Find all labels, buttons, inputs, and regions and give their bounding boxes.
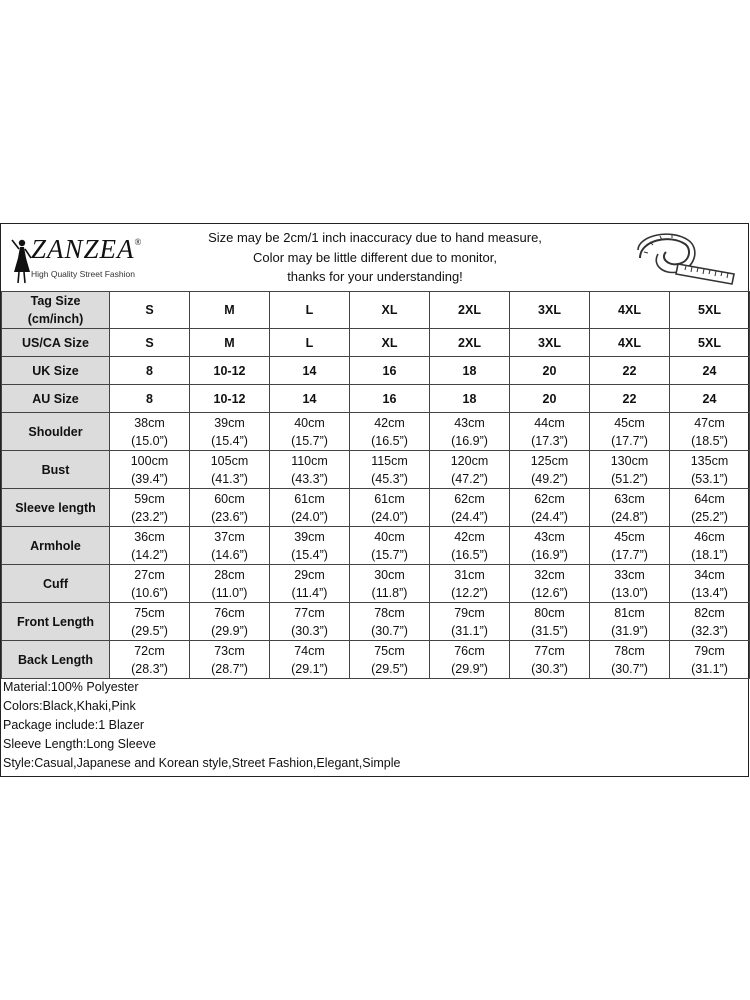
measure-cell (270, 565, 350, 603)
material-info: Material:100% Polyester (3, 680, 139, 694)
cm-value: 59cm (134, 491, 165, 506)
cm-value: 61cm (374, 491, 405, 506)
inch-value: (39.4”) (131, 471, 168, 486)
cm-value: 115cm (371, 453, 408, 468)
measure-cell (670, 489, 750, 527)
inch-value: (49.2”) (531, 471, 568, 486)
table-row (2, 329, 750, 357)
cm-value: 30cm (374, 567, 405, 582)
cm-value: 38cm (134, 415, 165, 430)
measure-cell (350, 413, 430, 451)
measure-cell (270, 603, 350, 641)
size-cell: S (110, 292, 190, 329)
inch-value: (30.7”) (611, 661, 648, 676)
inch-value: (29.9”) (211, 623, 248, 638)
inch-value: (12.6”) (531, 585, 568, 600)
measure-cell (670, 565, 750, 603)
inch-value: (41.3”) (211, 471, 248, 486)
measure-cell (430, 413, 510, 451)
inch-value: (28.7”) (211, 661, 248, 676)
size-cell: 20 (510, 357, 590, 385)
measure-cell (190, 565, 270, 603)
cm-value: 62cm (534, 491, 565, 506)
inch-value: (45.3”) (371, 471, 408, 486)
cm-value: 60cm (214, 491, 245, 506)
table-row (2, 489, 750, 527)
measure-cell (670, 413, 750, 451)
inch-value: (15.0”) (131, 433, 168, 448)
inch-value: (11.4”) (291, 585, 328, 600)
inch-value: (13.4”) (691, 585, 728, 600)
row-header (2, 292, 110, 329)
inch-value: (17.7”) (611, 433, 648, 448)
cm-value: 105cm (210, 453, 249, 468)
size-cell: L (270, 329, 350, 357)
inch-value: (43.3”) (291, 471, 328, 486)
cm-value: 125cm (530, 453, 569, 468)
brand-tagline: High Quality Street Fashion (31, 269, 135, 279)
measure-cell (430, 527, 510, 565)
cm-value: 80cm (534, 605, 565, 620)
inch-value: (31.9”) (611, 623, 648, 638)
inch-value: (53.1”) (691, 471, 728, 486)
cm-value: 40cm (374, 529, 405, 544)
inch-value: (24.0”) (371, 509, 408, 524)
inch-value: (31.1”) (451, 623, 488, 638)
cm-value: 73cm (214, 643, 245, 658)
inch-value: (16.5”) (451, 547, 488, 562)
product-info (1, 678, 748, 773)
cm-value: 82cm (694, 605, 725, 620)
inch-value: (30.7”) (371, 623, 408, 638)
table-row (2, 565, 750, 603)
measure-cell (270, 413, 350, 451)
measure-cell (110, 413, 190, 451)
inch-value: (16.9”) (531, 547, 568, 562)
size-cell: 18 (430, 357, 510, 385)
size-cell: 10-12 (190, 357, 270, 385)
cm-value: 120cm (450, 453, 489, 468)
cm-value: 78cm (614, 643, 645, 658)
cm-value: 79cm (454, 605, 485, 620)
measure-cell (590, 451, 670, 489)
chart-header (1, 224, 748, 292)
size-cell: 18 (430, 385, 510, 413)
row-header: Armhole (2, 527, 110, 565)
measure-cell (350, 565, 430, 603)
measure-cell (430, 489, 510, 527)
cm-value: 42cm (374, 415, 405, 430)
size-cell: 16 (350, 385, 430, 413)
row-header: Sleeve length (2, 489, 110, 527)
cm-value: 78cm (374, 605, 405, 620)
inch-value: (28.3”) (131, 661, 168, 676)
cm-value: 27cm (134, 567, 165, 582)
inch-value: (18.1”) (691, 547, 728, 562)
inch-value: (18.5”) (691, 433, 728, 448)
inch-value: (23.2”) (131, 509, 168, 524)
measure-cell (590, 413, 670, 451)
cm-value: 32cm (534, 567, 565, 582)
inch-value: (29.9”) (451, 661, 488, 676)
table-row (2, 357, 750, 385)
cm-value: 42cm (454, 529, 485, 544)
size-cell: 24 (670, 357, 750, 385)
measure-cell (190, 527, 270, 565)
cm-value: 45cm (614, 529, 645, 544)
inch-value: (23.6”) (211, 509, 248, 524)
size-cell: M (190, 292, 270, 329)
cm-value: 47cm (694, 415, 725, 430)
cm-value: 64cm (694, 491, 725, 506)
inch-value: (47.2”) (451, 471, 488, 486)
inch-value: (15.7”) (291, 433, 328, 448)
cm-value: 63cm (614, 491, 645, 506)
brand-name: ZANZEA® (31, 234, 143, 264)
package-info: Package include:1 Blazer (3, 718, 145, 732)
measure-cell (590, 603, 670, 641)
measure-notice (161, 228, 589, 287)
size-cell: L (270, 292, 350, 329)
cm-value: 29cm (294, 567, 325, 582)
cm-value: 34cm (694, 567, 725, 582)
size-cell: XL (350, 292, 430, 329)
measure-cell (510, 451, 590, 489)
cm-value: 79cm (694, 643, 725, 658)
measure-cell (110, 489, 190, 527)
cm-value: 36cm (134, 529, 165, 544)
inch-value: (30.3”) (531, 661, 568, 676)
cm-value: 43cm (534, 529, 565, 544)
measure-cell (510, 527, 590, 565)
inch-value: (29.5”) (371, 661, 408, 676)
inch-value: (24.4”) (531, 509, 568, 524)
measure-cell (270, 489, 350, 527)
cm-value: 62cm (454, 491, 485, 506)
size-cell: 2XL (430, 292, 510, 329)
cm-value: 43cm (454, 415, 485, 430)
measure-cell (190, 489, 270, 527)
inch-value: (51.2”) (611, 471, 648, 486)
size-cell: 2XL (430, 329, 510, 357)
measure-cell (350, 451, 430, 489)
measuring-tape-icon (630, 228, 740, 286)
measure-cell (590, 527, 670, 565)
table-row (2, 385, 750, 413)
notice-line: Color may be little different due to monitor, (253, 249, 497, 265)
size-cell: 5XL (670, 329, 750, 357)
measure-cell (190, 451, 270, 489)
cm-value: 37cm (214, 529, 245, 544)
cm-value: 44cm (534, 415, 565, 430)
inch-value: (16.5”) (371, 433, 408, 448)
cm-value: 135cm (690, 453, 729, 468)
cm-value: 40cm (294, 415, 325, 430)
inch-value: (17.7”) (611, 547, 648, 562)
inch-value: (29.5”) (131, 623, 168, 638)
measure-cell (350, 527, 430, 565)
colors-info: Colors:Black,Khaki,Pink (3, 699, 136, 713)
row-header: Front Length (2, 603, 110, 641)
cm-value: 46cm (694, 529, 725, 544)
cm-value: 39cm (294, 529, 325, 544)
inch-value: (25.2”) (691, 509, 728, 524)
measure-cell (590, 565, 670, 603)
inch-value: (15.4”) (211, 433, 248, 448)
measure-cell (670, 603, 750, 641)
cm-value: 76cm (454, 643, 485, 658)
measure-cell (270, 527, 350, 565)
measure-cell (190, 413, 270, 451)
inch-value: (17.3”) (531, 433, 568, 448)
inch-value: (16.9”) (451, 433, 488, 448)
measure-cell (430, 603, 510, 641)
cm-value: 74cm (294, 643, 325, 658)
inch-value: (14.2”) (131, 547, 168, 562)
inch-value: (32.3”) (691, 623, 728, 638)
cm-value: 61cm (294, 491, 325, 506)
measure-cell (510, 489, 590, 527)
measure-cell (590, 489, 670, 527)
size-cell: 14 (270, 385, 350, 413)
cm-value: 39cm (214, 415, 245, 430)
inch-value: (15.4”) (291, 547, 328, 562)
fashion-figure-icon (9, 238, 33, 284)
size-table (1, 291, 750, 679)
measure-cell (510, 413, 590, 451)
sleeve-info: Sleeve Length:Long Sleeve (3, 737, 156, 751)
inch-value: (10.6”) (131, 585, 168, 600)
size-cell: 4XL (590, 329, 670, 357)
size-cell: 8 (110, 385, 190, 413)
inch-value: (29.1”) (291, 661, 328, 676)
inch-value: (13.0”) (611, 585, 648, 600)
table-row (2, 413, 750, 451)
cm-value: 77cm (534, 643, 565, 658)
measure-cell (110, 451, 190, 489)
row-header: US/CA Size (2, 329, 110, 357)
row-header: UK Size (2, 357, 110, 385)
style-info: Style:Casual,Japanese and Korean style,Street Fashion,Elegant,Simple (3, 756, 401, 770)
measure-cell (270, 641, 350, 679)
size-cell: 22 (590, 385, 670, 413)
size-cell: XL (350, 329, 430, 357)
measure-cell (270, 451, 350, 489)
size-cell: 16 (350, 357, 430, 385)
inch-value: (15.7”) (371, 547, 408, 562)
row-header: AU Size (2, 385, 110, 413)
measure-cell (510, 565, 590, 603)
table-row (2, 603, 750, 641)
measure-cell (110, 565, 190, 603)
measure-cell (350, 489, 430, 527)
cm-value: 75cm (374, 643, 405, 658)
measure-cell (110, 641, 190, 679)
measure-cell (350, 641, 430, 679)
size-cell: 5XL (670, 292, 750, 329)
inch-value: (24.0”) (291, 509, 328, 524)
row-header: Back Length (2, 641, 110, 679)
inch-value: (30.3”) (291, 623, 328, 638)
size-cell: 8 (110, 357, 190, 385)
measure-cell (110, 527, 190, 565)
row-header: Cuff (2, 565, 110, 603)
cm-value: 33cm (614, 567, 645, 582)
cm-value: 28cm (214, 567, 245, 582)
cm-value: 31cm (454, 567, 485, 582)
cm-value: 130cm (610, 453, 649, 468)
cm-value: 77cm (294, 605, 325, 620)
inch-value: (11.8”) (371, 585, 408, 600)
size-cell: 22 (590, 357, 670, 385)
cm-value: 45cm (614, 415, 645, 430)
size-cell: 20 (510, 385, 590, 413)
size-cell: M (190, 329, 270, 357)
measure-cell (590, 641, 670, 679)
size-cell: 3XL (510, 292, 590, 329)
table-row (2, 292, 750, 329)
row-header-line: Tag Size (30, 294, 81, 308)
size-cell: S (110, 329, 190, 357)
brand-logo (5, 232, 165, 284)
inch-value: (31.1”) (691, 661, 728, 676)
measure-cell (670, 527, 750, 565)
cm-value: 72cm (134, 643, 165, 658)
row-header-line: (cm/inch) (27, 312, 84, 326)
measure-cell (510, 603, 590, 641)
cm-value: 81cm (614, 605, 645, 620)
measure-cell (430, 451, 510, 489)
inch-value: (24.4”) (451, 509, 488, 524)
table-row (2, 641, 750, 679)
inch-value: (14.6”) (211, 547, 248, 562)
size-cell: 10-12 (190, 385, 270, 413)
cm-value: 75cm (134, 605, 165, 620)
measure-cell (190, 603, 270, 641)
table-row (2, 451, 750, 489)
table-row (2, 527, 750, 565)
measure-cell (190, 641, 270, 679)
notice-line: Size may be 2cm/1 inch inaccuracy due to hand measure, (208, 230, 542, 245)
cm-value: 100cm (130, 453, 169, 468)
cm-value: 76cm (214, 605, 245, 620)
inch-value: (11.0”) (211, 585, 248, 600)
row-header: Bust (2, 451, 110, 489)
measure-cell (110, 603, 190, 641)
size-cell: 14 (270, 357, 350, 385)
cm-value: 110cm (291, 453, 328, 468)
measure-cell (510, 641, 590, 679)
measure-cell (430, 641, 510, 679)
inch-value: (12.2”) (451, 585, 488, 600)
size-cell: 3XL (510, 329, 590, 357)
measure-cell (430, 565, 510, 603)
size-cell: 24 (670, 385, 750, 413)
row-header: Shoulder (2, 413, 110, 451)
measure-cell (670, 641, 750, 679)
measure-cell (350, 603, 430, 641)
inch-value: (31.5”) (531, 623, 568, 638)
notice-line: thanks for your understanding! (287, 269, 463, 284)
inch-value: (24.8”) (611, 509, 648, 524)
measure-cell (670, 451, 750, 489)
size-cell: 4XL (590, 292, 670, 329)
size-chart (0, 223, 749, 777)
